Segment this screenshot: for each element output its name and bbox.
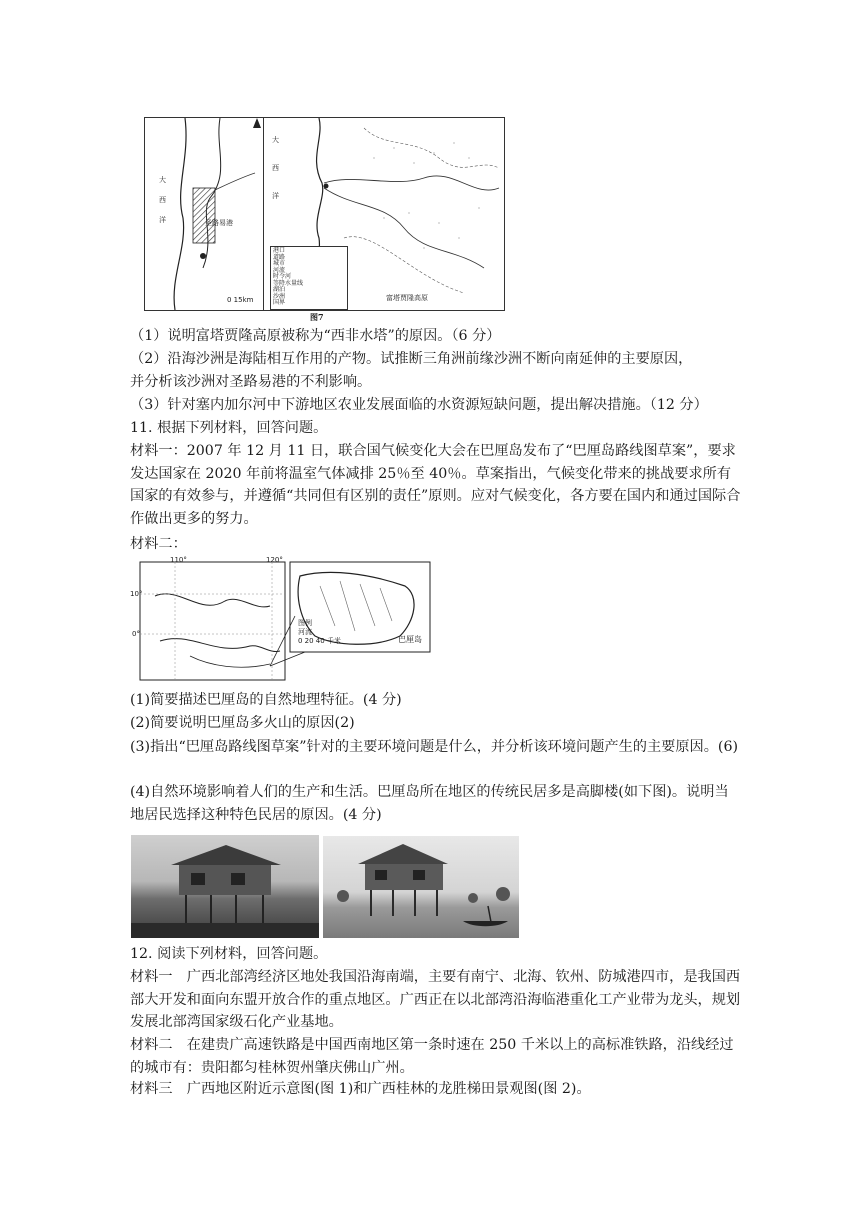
legend-item: 城市 (273, 260, 286, 267)
legend-item: 沙洲 (273, 292, 286, 300)
legend-item: 湖泊 (273, 286, 286, 293)
q11-item-3: (3)指出“巴厘岛路线图草案”针对的主要环境问题是什么，并分析该环境问题产生的主要原因。(6) (130, 739, 739, 755)
q10-item-2: （2）沿海沙洲是海陆相互作用的产物。试推断三角洲前缘沙洲不断向南延伸的主要原因， (130, 351, 693, 367)
figure7-legend (270, 246, 348, 310)
lon-label-110: 110° (170, 556, 187, 564)
bali-scale: 0 20 40 千米 (298, 637, 341, 645)
right-map-plateau-label: 富塔贾隆高原 (386, 294, 428, 302)
bali-legend-rivers: 河流 (298, 628, 312, 636)
q10-item-2-cont: 并分析该沙洲对圣路易港的不利影响。 (130, 374, 372, 390)
right-map-ocean-label: 大 西 洋 (272, 136, 279, 200)
bali-legend-title: 图例 (298, 619, 312, 627)
q10-item-1: （1）说明富塔贾隆高原被称为“西非水塔”的原因。（6 分） (130, 328, 501, 344)
q11-title: 11. 根据下列材料，回答问题。 (130, 420, 328, 436)
q12-title: 12. 阅读下列材料，回答问题。 (130, 946, 328, 962)
legend-item: 时令河 (273, 273, 292, 280)
q11-material1: 材料一：2007 年 12 月 11 日，联合国气候变化大会在巴厘岛发布了“巴厘岛路线图草案”，要求发达国家在 2020 年前将温室气体减排 25％至 40％。草案指出，气候变化带来的挑战要求所有国家的有效参与，并遵循“共同但有区别的责任”原则。应对气候变化，各方要在国内和通过国际合作做出更多的努力。 (130, 443, 741, 527)
stilt-house-drawing-1 (131, 835, 319, 938)
legend-item: 道路 (273, 253, 286, 261)
figure7-left-map (144, 117, 264, 311)
legend-item: 国界 (273, 299, 286, 306)
bali-map (130, 556, 432, 684)
q12-material2: 材料二 在建贵广高速铁路是中国西南地区第一条时速在 250 千米以上的高标准铁路，沿线经过的城市有：贵阳都匀桂林贺州肇庆佛山广州。 (130, 1037, 734, 1076)
legend-item: 河流 (273, 266, 286, 274)
q11-item-2: (2)简要说明巴厘岛多火山的原因(2) (130, 715, 355, 731)
q12-material3: 材料三 广西地区附近示意图(图 1)和广西桂林的龙胜梯田景观图(图 2)。 (130, 1081, 591, 1097)
q10-item-3: （3）针对塞内加尔河中下游地区农业发展面临的水资源短缺问题，提出解决措施。（12 分） (130, 397, 708, 413)
q11-item-1: (1)简要描述巴厘岛的自然地理特征。(4 分) (130, 692, 402, 708)
left-map-port-label: 圣路易港 (205, 219, 233, 227)
left-map-scale: 0 15km (227, 296, 254, 304)
bali-map-drawing (130, 556, 432, 684)
lon-label-120: 120° (266, 556, 283, 564)
legend-item: 等降水量线 (273, 279, 304, 287)
stilt-house-photo-1 (131, 835, 319, 938)
legend-item: 港口 (273, 247, 286, 254)
left-map-ocean-label: 大 西 洋 (159, 176, 166, 224)
stilt-house-photo-2 (323, 836, 519, 938)
q12-material1: 材料一 广西北部湾经济区地处我国沿海南端，主要有南宁、北海、钦州、防城港四市，是我国西部大开发和面向东盟开放合作的重点地区。广西正在以北部湾沿海临港重化工产业带为龙头，规划发展北部湾国家级石化产业基地。 (130, 969, 741, 1030)
q11-item-4: (4)自然环境影响着人们的生产和生活。巴厘岛所在地区的传统民居多是高脚楼(如下图)。说明当地居民选择这种特色民居的原因。(4 分) (130, 784, 729, 823)
lat-label-0: 0° (132, 630, 140, 638)
lat-label-10: 10° (130, 590, 143, 598)
figure7-caption: 图7 (310, 312, 324, 322)
figure7-right-map (263, 117, 505, 311)
q11-material2-label: 材料二： (130, 536, 187, 552)
bali-island-label: 巴厘岛 (398, 635, 422, 644)
stilt-house-drawing-2 (323, 836, 519, 938)
